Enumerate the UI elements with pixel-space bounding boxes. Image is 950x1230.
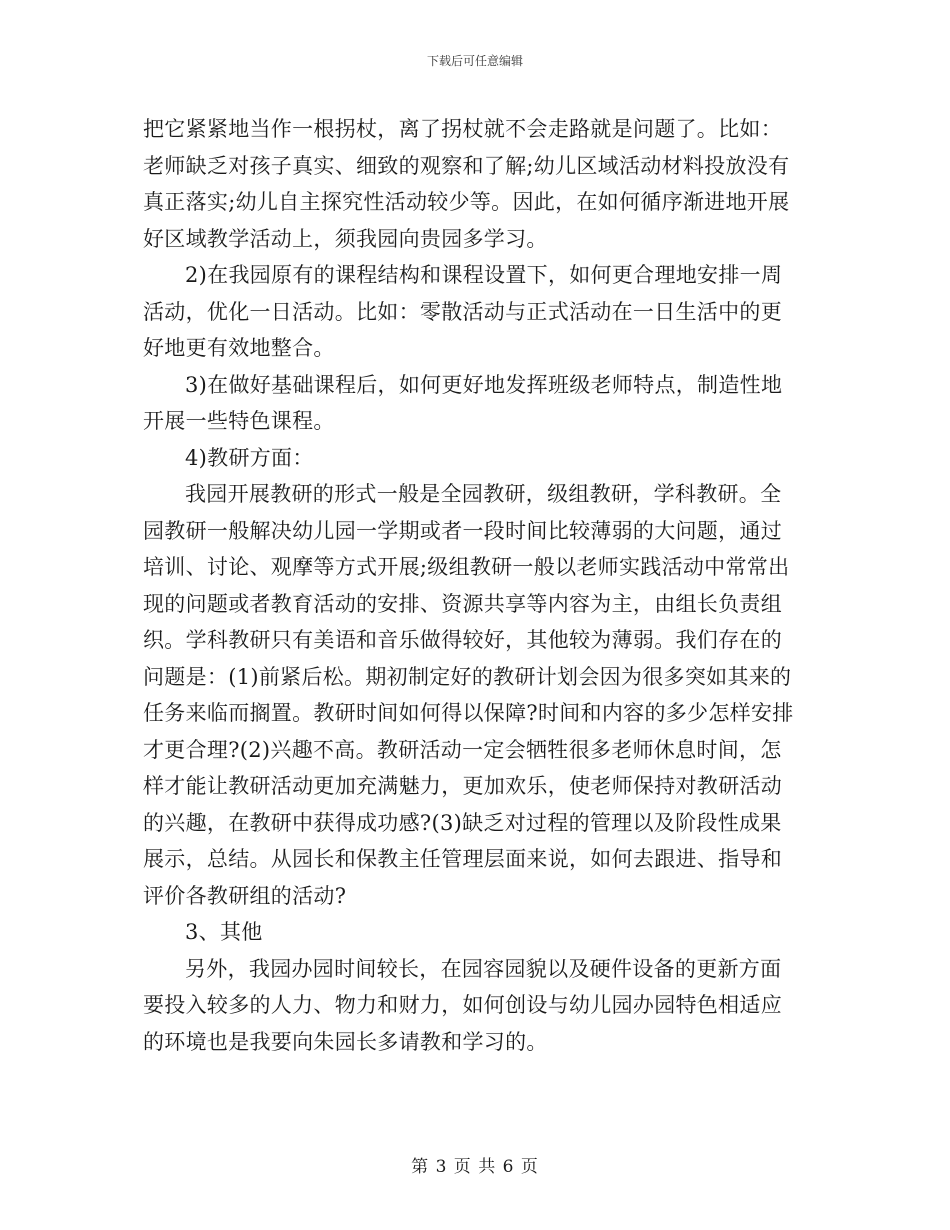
text-line: 织。学科教研只有美语和音乐做得较好，其他较为薄弱。我们存在的 xyxy=(143,628,782,652)
text-line: 真正落实;幼儿自主探究性活动较少等。因此，在如何循序渐进地开展 xyxy=(143,190,790,214)
text-line: 好地更有效地整合。 xyxy=(143,336,335,360)
text-line: 问题是：(1)前紧后松。期初制定好的教研计划会因为很多突如其来的 xyxy=(143,664,792,689)
text-line: 好区域教学活动上，须我园向贵园多学习。 xyxy=(143,226,548,251)
text-line: 任务来临而搁置。教研时间如何得以保障?时间和内容的多少怎样安排 xyxy=(143,701,794,725)
text-line: 样才能让教研活动更加充满魅力，更加欢乐，使老师保持对教研活动 xyxy=(143,774,782,798)
document-body xyxy=(143,111,808,1060)
page-header: 下载后可任意编辑 xyxy=(426,54,523,68)
text-line: 展示，总结。从园长和保教主任管理层面来说，如何去跟进、指导和 xyxy=(143,847,782,871)
text-line: 要投入较多的人力、物力和财力，如何创设与幼儿园办园特色相适应 xyxy=(143,993,782,1017)
text-line: 3)在做好基础课程后，如何更好地发挥班级老师特点，制造性地 xyxy=(185,372,783,397)
text-line: 活动，优化一日活动。比如：零散活动与正式活动在一日生活中的更 xyxy=(143,299,782,324)
text-line: 现的问题或者教育活动的安排、资源共享等内容为主，由组长负责组 xyxy=(143,591,782,616)
text-line: 评价各教研组的活动? xyxy=(143,883,347,908)
text-line: 4)教研方面： xyxy=(185,445,314,470)
text-line: 培训、讨论、观摩等方式开展;级组教研一般以老师实践活动中常常出 xyxy=(143,555,790,579)
text-line: 才更合理?(2)兴趣不高。教研活动一定会牺牲很多老师休息时间，怎 xyxy=(143,737,782,762)
page-footer: 第 3 页 共 6 页 xyxy=(411,1157,539,1177)
text-line: 另外，我园办园时间较长，在园容园貌以及硬件设备的更新方面 xyxy=(185,956,782,981)
text-line: 2)在我园原有的课程结构和课程设置下，如何更合理地安排一周 xyxy=(185,263,783,287)
text-line: 我园开展教研的形式一般是全园教研，级组教研，学科教研。全 xyxy=(185,482,782,506)
text-line: 的环境也是我要向朱园长多请教和学习的。 xyxy=(143,1029,548,1054)
text-line: 的兴趣，在教研中获得成功感?(3)缺乏对过程的管理以及阶段性成果 xyxy=(143,810,782,835)
text-line: 老师缺乏对孩子真实、细致的观察和了解;幼儿区域活动材料投放没有 xyxy=(143,153,790,178)
text-line: 园教研一般解决幼儿园一学期或者一段时间比较薄弱的大问题，通过 xyxy=(143,518,782,543)
text-line: 开展一些特色课程。 xyxy=(143,409,335,433)
text-line: 3、其他 xyxy=(185,920,263,944)
text-line: 把它紧紧地当作一根拐杖，离了拐杖就不会走路就是问题了。比如： xyxy=(143,117,782,141)
